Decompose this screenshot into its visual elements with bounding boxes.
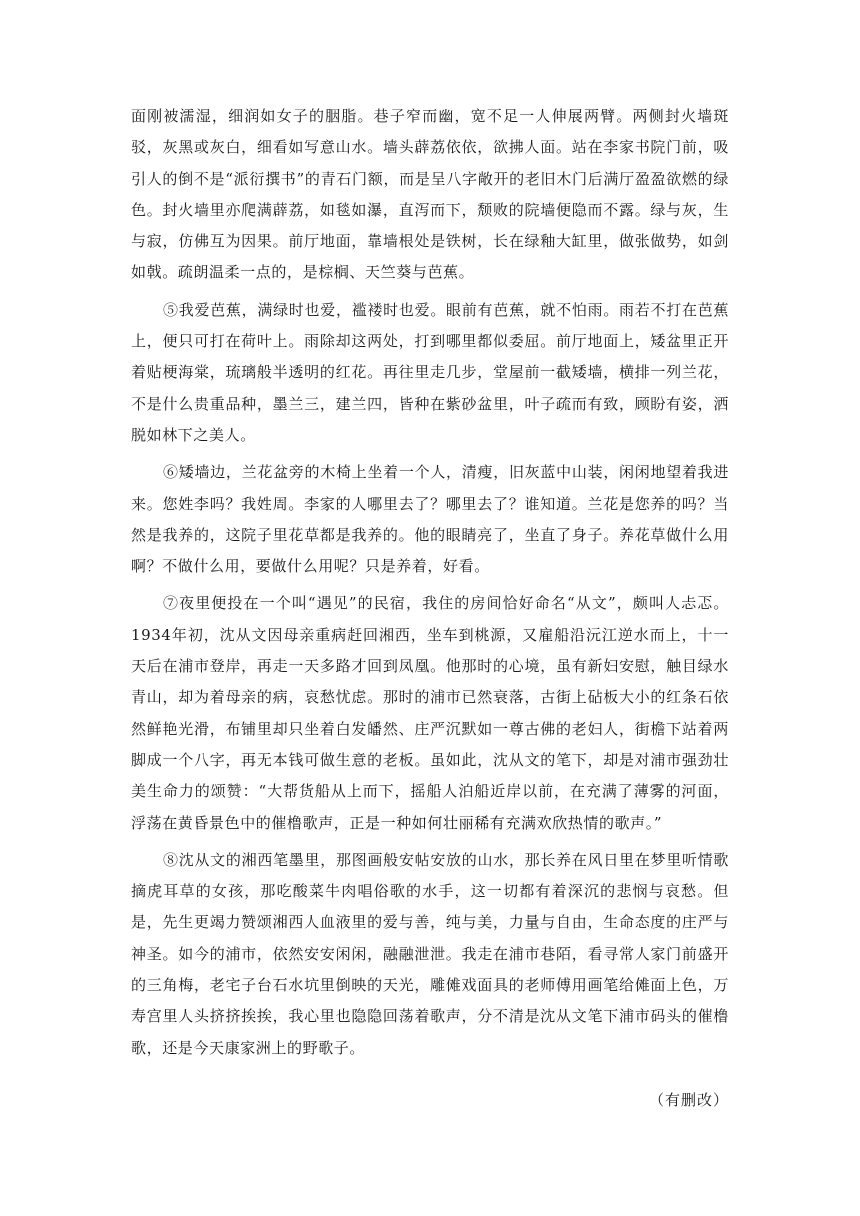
paragraph-6: ⑥矮墙边，兰花盆旁的木椅上坐着一个人，清瘦，旧灰蓝中山装，闲闲地望着我进来。您姓李吗？我姓周。李家的人哪里去了？哪里去了？谁知道。兰花是您养的吗？当然是我养的，这院子里花草都是我养的。他的眼睛亮了，坐直了身子。养花草做什么用啊？不做什么用，要做什么用呢？只是养着，好看。 [131,463,729,576]
paragraph-continued: 面刚被濡湿，细润如女子的胭脂。巷子窄而幽，宽不足一人伸展两臂。两侧封火墙斑驳，灰黑或灰白，细看如写意山水。墙头薜荔依依，欲拂人面。站在李家书院门前，吸引人的倒不是“派衍撰书”的青石门额，而是呈八字敞开的老旧木门后满厅盈盈欲燃的绿色。封火墙里亦爬满薜荔，如毯如瀑，直泻而下，颓败的院墙便隐而不露。绿与灰，生与寂，仿佛互为因果。前厅地面，靠墙根处是铁树，长在绿釉大缸里，做张做势，如剑如戟。疏朗温柔一点的，是棕榈、天竺葵与芭蕉。 [131,107,729,282]
paragraph-8: ⑧沈从文的湘西笔墨里，那图画般安帖安放的山水，那长养在风日里在梦里听情歌摘虎耳草的女孩，那吃酸菜牛肉唱俗歌的水手，这一切都有着深沉的悲悯与哀愁。但是，先生更竭力赞颂湘西人血液里的爱与善，纯与美，力量与自由，生命态度的庄严与神圣。如今的浦市，依然安安闲闲，融融泄泄。我走在浦市巷陌，看寻常人家门前盛开的三角梅，老宅子台石水坑里倒映的天光，雕傩戏面具的老师傅用画笔给傩面上色，万寿宫里人头挤挤挨挨，我心里也隐隐回荡着歌声，分不清是沈从文笔下浦市码头的催橹歌，还是今天康家洲上的野歌子。 [131,850,729,1057]
paragraph-5: ⑤我爱芭蕉，满绿时也爱，褴褛时也爱。眼前有芭蕉，就不怕雨。雨若不打在芭蕉上，便只可打在荷叶上。雨除却这两处，打到哪里都似委屈。前厅地面上，矮盆里正开着贴梗海棠，琉璃般半透明的红花。再往里走几步，堂屋前一截矮墙，横排一列兰花，不是什么贵重品种，墨兰三，建兰四，皆种在紫砂盆里，叶子疏而有致，顾盼有姿，洒脱如林下之美人。 [131,300,729,444]
article-body [131,101,729,1070]
source-note: （有删改） [648,1091,729,1109]
paragraph-7: ⑦夜里便投在一个叫“遇见”的民宿，我住的房间恰好命名“从文”，颇叫人忐忑。1934年初，沈从文因母亲重病赶回湘西，坐车到桃源，又雇船沿沅江逆水而上，十一天后在浦市登岸，再走一天多路才回到凤凰。他那时的心境，虽有新妇安慰，触目绿水青山，却为着母亲的病，哀愁忧虑。那时的浦市已然衰落，古街上砧板大小的红条石依然鲜艳光滑，布铺里却只坐着白发皤然、庄严沉默如一尊古佛的老妇人，街檐下站着两脚成一个八字，再无本钱可做生意的老板。虽如此，沈从文的笔下，却是对浦市强劲壮美生命力的颂赞：“大帮货船从上而下，摇船人泊船近岸以前，在充满了薄雾的河面，浮荡在黄昏景色中的催橹歌声，正是一种如何壮丽稀有充满欢欣热情的歌声。” [131,594,729,832]
